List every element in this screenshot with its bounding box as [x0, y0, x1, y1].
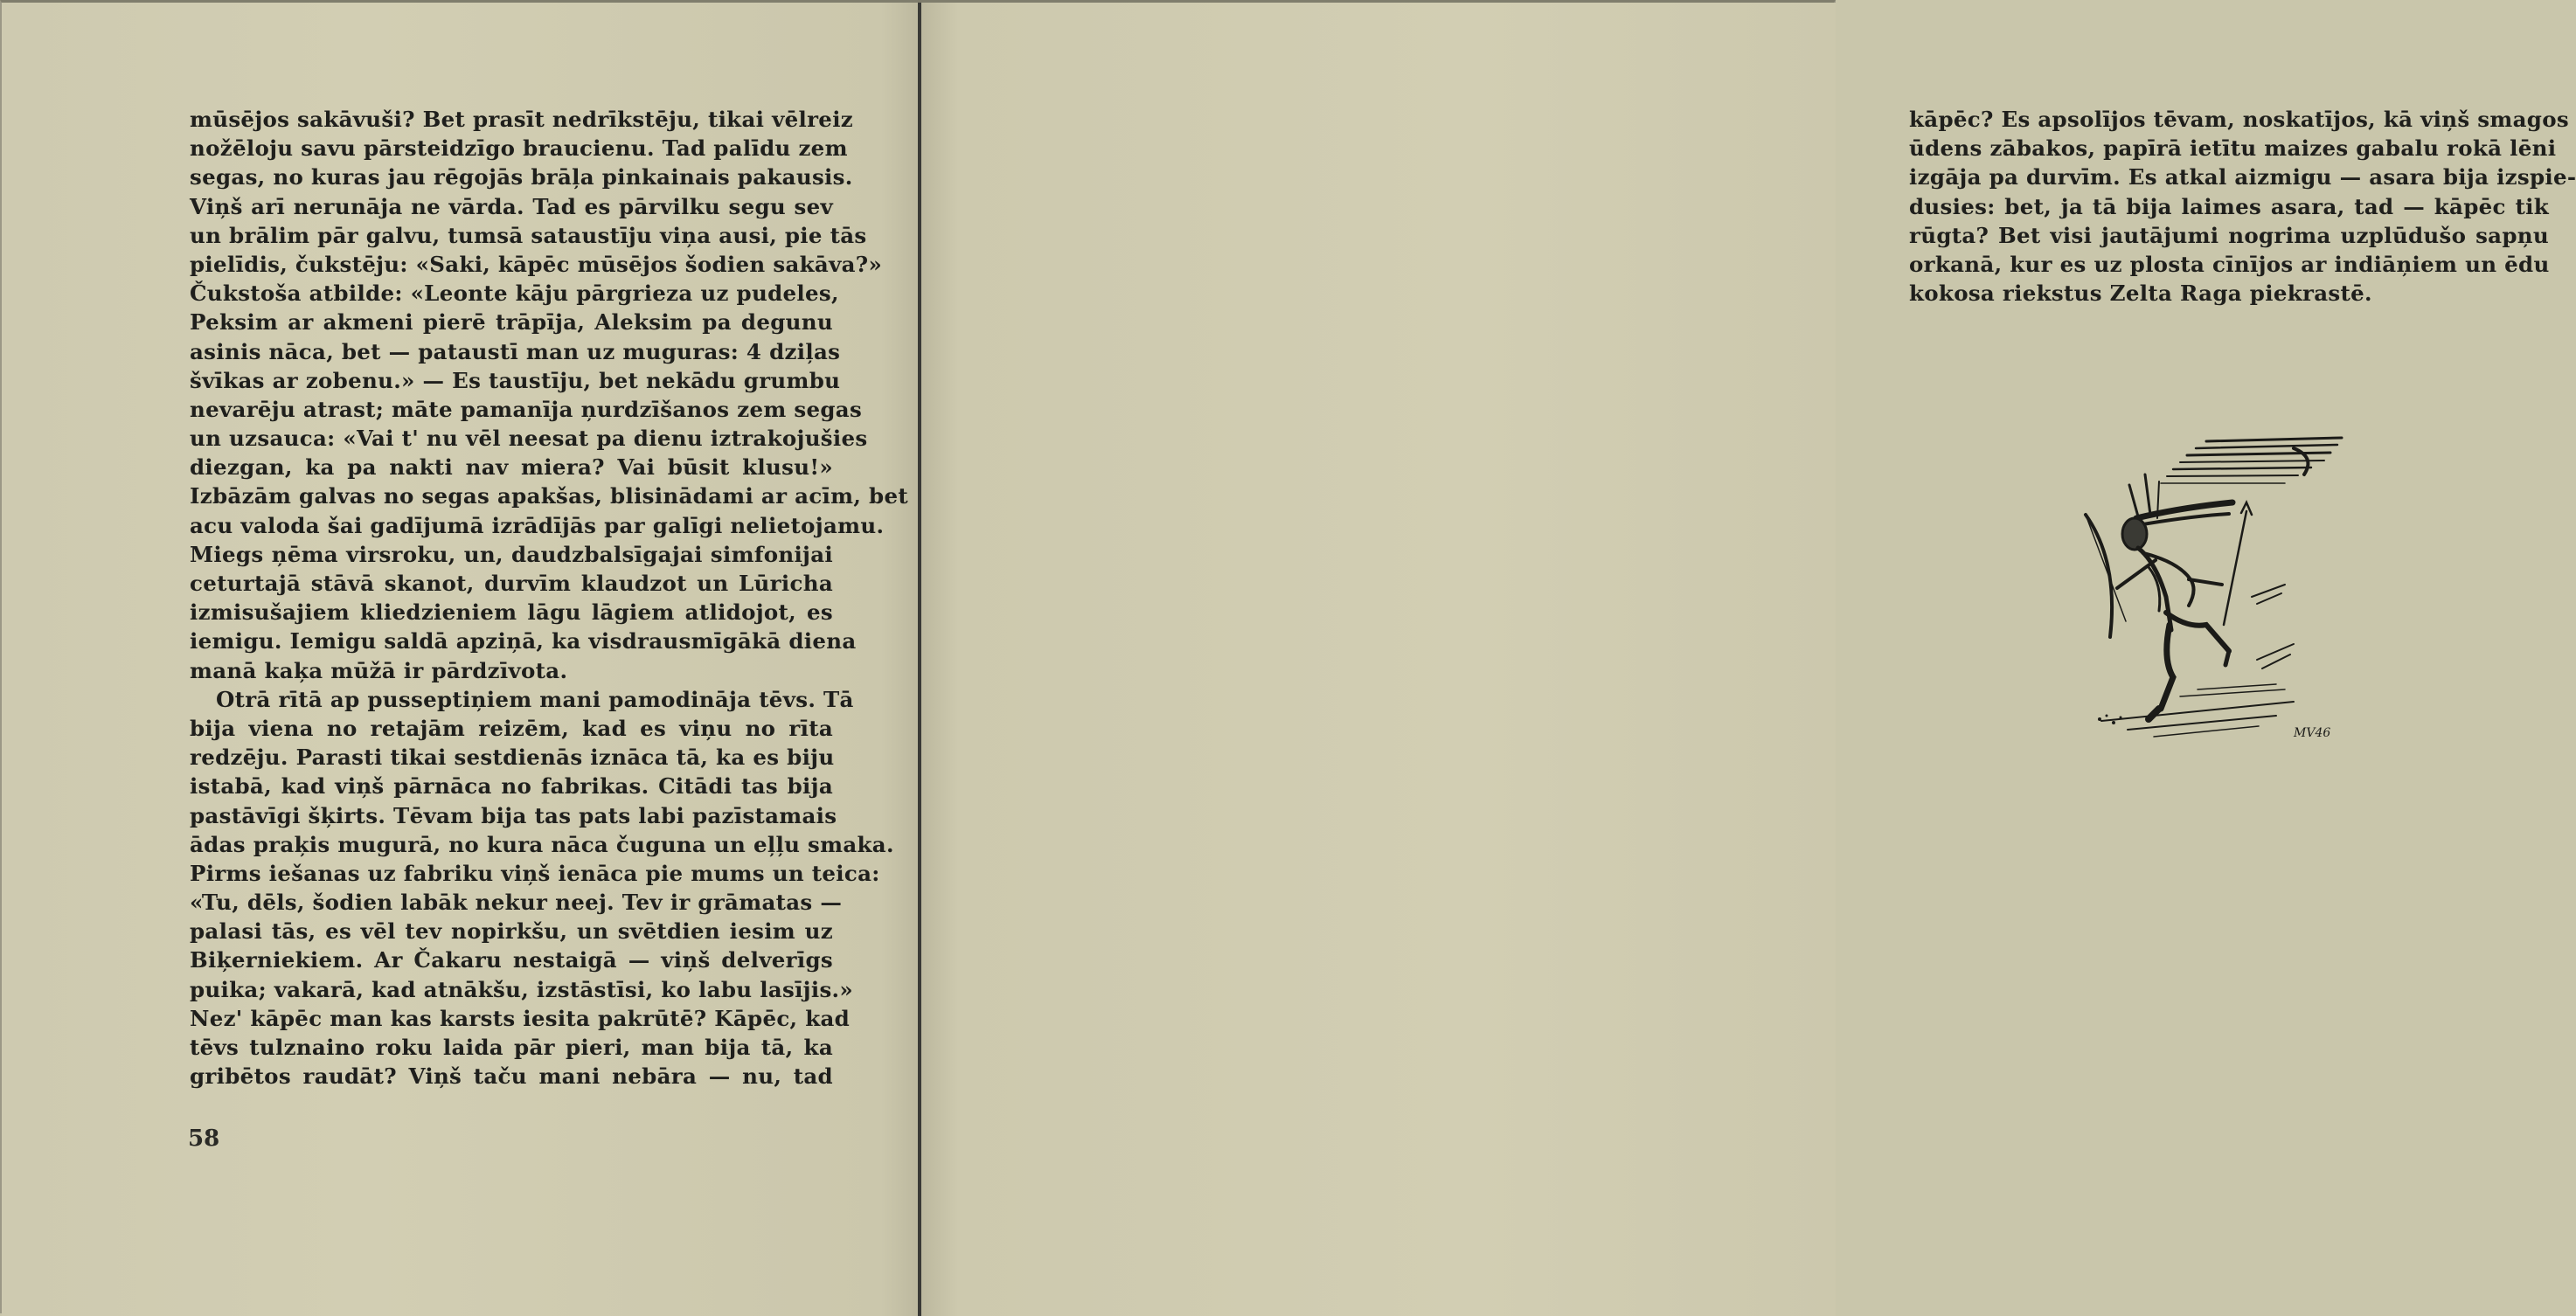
- text-line: asinis nāca, bet — pataustī man uz muguras: 4 dziļas: [190, 338, 841, 364]
- page-number: 58: [188, 1126, 220, 1152]
- text-line: tēvs tulznaino roku laida pār pieri, man bija tā, ka: [190, 1035, 833, 1060]
- text-line: izmisušajiem kliedzieniem lāgu lāgiem atlidojot, es: [190, 599, 833, 626]
- text-line: gribētos raudāt? Viņš taču mani nebāra — nu, tad: [190, 1063, 833, 1090]
- text-line: nožēloju savu pārsteidzīgo braucienu. Tad palīdu zem: [190, 135, 848, 162]
- text-line: bija viena no retajām reizēm, kad es viņu no rīta: [190, 715, 833, 741]
- text-line: ūdens zābakos, papīrā ietītu maizes gabalu rokā lēni: [1909, 135, 2557, 162]
- text-line: izgāja pa durvīm. Es atkal aizmigu — asara bija izspie-: [1909, 164, 2576, 190]
- text-line: acu valoda šai gadījumā izrādījās par galīgi nelietojamu.: [190, 512, 885, 538]
- text-line: palasi tās, es vēl tev nopirkšu, un svētdien iesim uz: [190, 918, 833, 945]
- text-line: kāpēc? Es apsolījos tēvam, noskatījos, kā viņš smagos: [1909, 107, 2569, 132]
- text-line: Otrā rītā ap pusseptiņiem mani pamodināja tēvs. Tā: [216, 686, 854, 712]
- text-line: švīkas ar zobenu.» — Es taustīju, bet nekādu grumbu: [190, 367, 841, 393]
- text-line: Čukstoša atbilde: «Leonte kāju pārgrieza uz pudeles,: [190, 281, 839, 307]
- left-page-text: [190, 105, 908, 1091]
- text-line: manā kaķa mūžā ir pārdzīvota.: [190, 657, 568, 683]
- text-line: redzēju. Parasti tikai sestdienās iznāca tā, ka es biju: [190, 745, 835, 771]
- text-line: Viņš arī nerunāja ne vārda. Tad es pārvilku segu sev: [190, 193, 833, 219]
- text-line: Pirms iešanas uz fabriku viņš ienāca pie mums un teica:: [190, 860, 880, 886]
- text-line: Nez' kāpēc man kas karsts iesita pakrūtē? Kāpēc, kad: [190, 1005, 851, 1031]
- text-line: Miegs ņēma virsroku, un, daudzbalsīgajai simfonijai: [190, 541, 833, 567]
- right-page: [921, 3, 2576, 1316]
- text-line: segas, no kuras jau rēgojās brāļa pinkainais pakausis.: [190, 164, 853, 190]
- text-line: rūgta? Bet visi jautājumi nogrima uzplūdušo sapņu: [1909, 222, 2549, 248]
- text-line: mūsējos sakāvuši? Bet prasīt nedrīkstēju, tikai vēlreiz: [190, 107, 854, 132]
- text-line: Biķerniekiem. Ar Čakaru nestaigā — viņš delverīgs: [190, 947, 833, 973]
- text-line: ceturtajā stāvā skanot, durvīm klaudzot un Lūricha: [190, 571, 833, 596]
- text-line: «Tu, dēls, šodien labāk nekur neej. Tev ir grāmatas —: [190, 890, 843, 916]
- illustration-signature: MV46: [2294, 726, 2331, 740]
- text-line: orkanā, kur es uz plosta cīnījos ar indiāņiem un ēdu: [1909, 251, 2550, 277]
- text-line: ādas praķis mugurā, no kura nāca čuguna un eļļu smaka.: [190, 831, 894, 857]
- right-page-text: [1909, 105, 2576, 308]
- text-line: un uzsauca: «Vai t' nu vēl neesat pa dienu iztrakojušies: [190, 426, 868, 452]
- running-archer-illustration: [2075, 431, 2381, 745]
- text-line: diezgan, ka pa nakti nav miera? Vai būsit klusu!»: [190, 454, 833, 481]
- text-line: kokosa riekstus Zelta Raga piekrastē.: [1909, 281, 2372, 307]
- text-line: pastāvīgi šķirts. Tēvam bija tas pats labi pazīstamais: [190, 802, 837, 828]
- text-line: un brālim pār galvu, tumsā sataustīju viņa ausi, pie tās: [190, 222, 867, 248]
- text-line: puika; vakarā, kad atnākšu, izstāstīsi, ko labu lasījis.»: [190, 976, 853, 1002]
- text-line: dusies: bet, ja tā bija laimes asara, tad — kāpēc tik: [1909, 193, 2549, 219]
- text-line: iemigu. Iemigu saldā apziņā, ka visdrausmīgākā diena: [190, 628, 857, 655]
- text-line: Peksim ar akmeni pierē trāpīja, Aleksim pa degunu: [190, 309, 833, 336]
- left-page: [2, 3, 918, 1316]
- text-line: Izbāzām galvas no segas apakšas, blisinādami ar acīm, bet: [190, 483, 908, 509]
- text-line: istabā, kad viņš pārnāca no fabrikas. Citādi tas bija: [190, 773, 833, 800]
- text-line: nevarēju atrast; māte pamanīja ņurdzīšanos zem segas: [190, 396, 863, 422]
- text-line: pielīdis, čukstēju: «Saki, kāpēc mūsējos šodien sakāva?»: [190, 251, 883, 277]
